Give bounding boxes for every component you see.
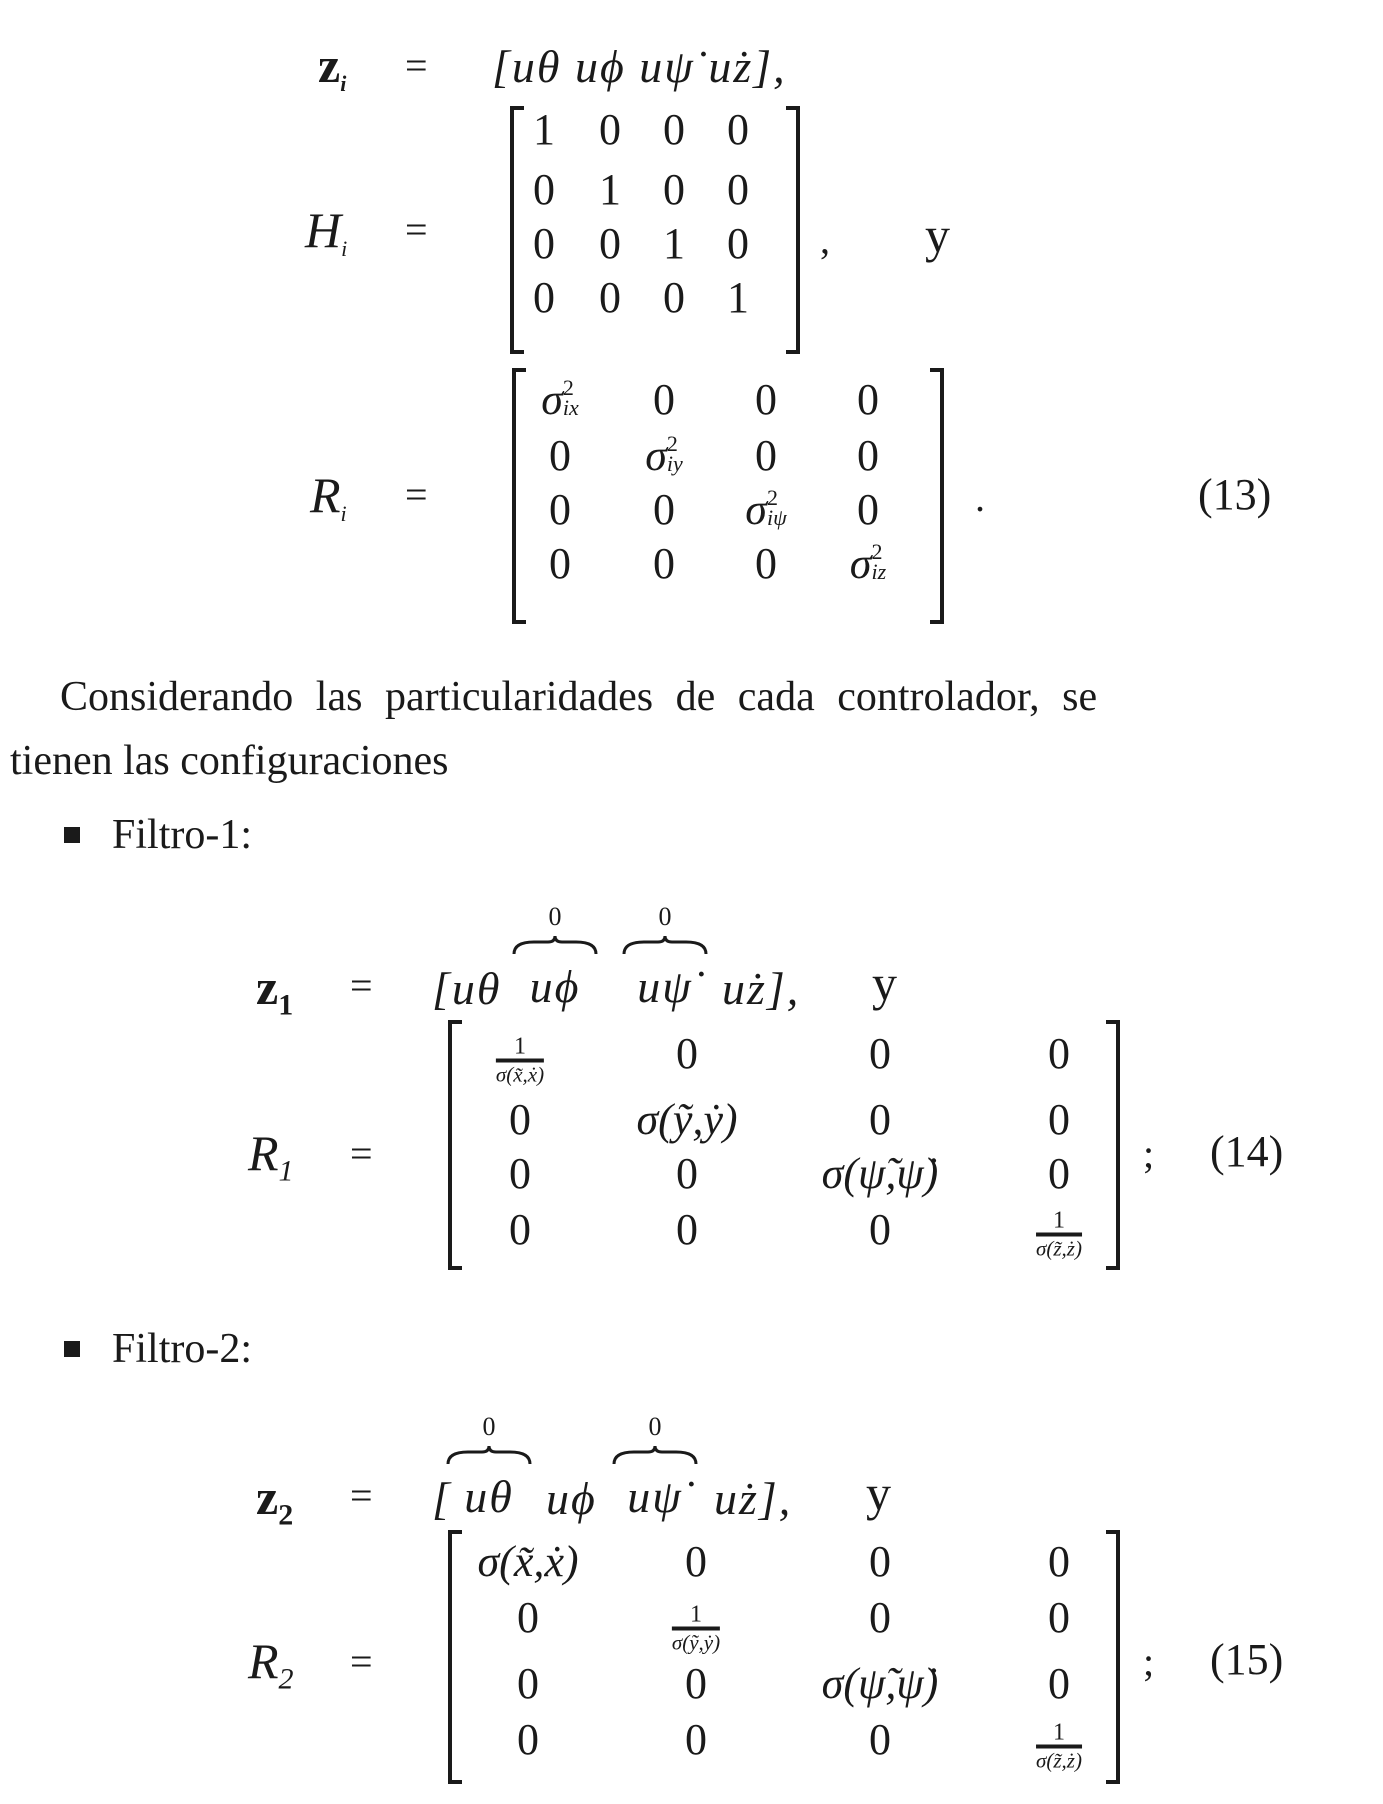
cell-r0c0: σ(x̃,ẋ) <box>477 1537 579 1586</box>
cell-r1c2: 0 <box>755 431 777 480</box>
cell-r3c3 <box>1036 1209 1082 1260</box>
denominator: σ(ỹ,ẏ) <box>671 1630 721 1655</box>
overbrace-a-icon <box>446 1444 532 1466</box>
numerator: 1 <box>496 1035 544 1063</box>
denominator: σ(x̃,ẋ) <box>495 1062 545 1087</box>
R-letter: R <box>248 1633 279 1689</box>
cell-r2c3: 0 <box>1048 1149 1070 1198</box>
paragraph-line-1: Considerando las particularidades de cada controlador, se <box>60 674 1098 720</box>
z-i-label <box>318 37 347 96</box>
numerator: 1 <box>1036 1721 1082 1749</box>
R-i-label <box>310 467 347 526</box>
z-1-open: [uθ <box>432 963 502 1014</box>
cell-r0c0: σ 2 ix <box>541 375 579 424</box>
z-letter: z <box>318 37 341 93</box>
cell-r3c1: 0 <box>599 273 621 322</box>
cell-r1c2: 0 <box>869 1095 891 1144</box>
cell-r1c3: 0 <box>857 431 879 480</box>
cell-r1c0: 0 <box>517 1593 539 1642</box>
cell-r2c3: 0 <box>727 219 749 268</box>
cell-r3c1: 0 <box>685 1715 707 1764</box>
equals-sign: = <box>350 1473 373 1518</box>
overbrace-a-term: uϕ <box>529 961 581 1012</box>
z-letter: z <box>256 959 279 1015</box>
equals-sign: = <box>405 472 428 517</box>
cell-r3c0: 0 <box>517 1715 539 1764</box>
z-1-close: uż], <box>722 963 801 1014</box>
filtro-1-label: Filtro-1: <box>112 812 253 858</box>
cell-r2c1: 0 <box>599 219 621 268</box>
cell-r3c2: 0 <box>869 1205 891 1254</box>
R-letter: R <box>248 1125 279 1181</box>
cell-r0c2: 0 <box>869 1537 891 1586</box>
connector-y: y <box>872 955 897 1011</box>
overbrace-b-icon <box>612 1444 698 1466</box>
cell-r0c0 <box>496 1035 544 1086</box>
H-subscript: i <box>341 235 348 261</box>
cell-r1c1: 1 <box>599 165 621 214</box>
cell-r1c3: 0 <box>1048 1095 1070 1144</box>
cell-r3c1: 0 <box>676 1205 698 1254</box>
cell-r2c1: 0 <box>676 1149 698 1198</box>
cell-r3c3 <box>1036 1721 1082 1772</box>
cell-r1c2: 0 <box>663 165 685 214</box>
R-letter: R <box>310 467 341 523</box>
denominator: σ(z̃,ż) <box>1036 1236 1082 1261</box>
cell-r1c0: 0 <box>509 1095 531 1144</box>
cell-r2c2: 1 <box>663 219 685 268</box>
cell-r1c1 <box>672 1603 720 1654</box>
equals-sign: = <box>350 1639 373 1684</box>
cell-r3c2: 0 <box>755 539 777 588</box>
equation-number-13: (13) <box>1198 470 1272 519</box>
cell-r2c2: σ(ψ̃,ψ̇) <box>821 1149 939 1198</box>
cell-r2c1: 0 <box>685 1659 707 1708</box>
cell-r0c1: 0 <box>685 1537 707 1586</box>
z-2-open: [ <box>432 1473 452 1524</box>
z-1-label <box>256 959 294 1022</box>
cell-r2c2: σ 2 iψ <box>745 485 787 534</box>
z-subscript: 2 <box>278 1498 294 1532</box>
cell-r2c0: 0 <box>549 485 571 534</box>
overbrace-a-icon <box>512 934 598 956</box>
cell-r2c3: 0 <box>857 485 879 534</box>
overbrace-b <box>612 1412 698 1523</box>
overbrace-a <box>446 1412 532 1523</box>
overbrace-b-value: 0 <box>658 902 672 931</box>
cell-r2c2: σ(ψ̃,ψ̇) <box>821 1659 939 1708</box>
cell-r0c3: 0 <box>1048 1537 1070 1586</box>
cell-r0c3: 0 <box>1048 1029 1070 1078</box>
cell-r2c0: 0 <box>533 219 555 268</box>
overbrace-b-term: uψ̇ <box>637 961 693 1012</box>
z-i-vector: [uθ uϕ uψ̇ uż], <box>492 41 787 92</box>
z-letter: z <box>256 1469 279 1525</box>
cell-r1c2: 0 <box>869 1593 891 1642</box>
overbrace-a-term: uθ <box>464 1471 514 1522</box>
equation-number-14: (14) <box>1210 1127 1284 1176</box>
cell-r1c1: σ(ỹ,ẏ) <box>636 1095 738 1144</box>
cell-r3c2: 0 <box>869 1715 891 1764</box>
filtro-2-label: Filtro-2: <box>112 1326 253 1372</box>
cell-r0c3: 0 <box>727 105 749 154</box>
cell-r1c1: σ 2 iy <box>645 431 683 480</box>
z-2-middle-term: uϕ <box>546 1473 597 1524</box>
denominator: σ(z̃,ż) <box>1036 1748 1082 1773</box>
overbrace-b <box>622 902 708 1013</box>
R-1-trailing-semicolon: ; <box>1143 1131 1155 1176</box>
R-2-label <box>248 1633 294 1696</box>
cell-r3c2: 0 <box>663 273 685 322</box>
bullet-square-icon <box>64 827 80 843</box>
cell-r3c1: 0 <box>653 539 675 588</box>
cell-r1c3: 0 <box>1048 1593 1070 1642</box>
equals-sign: = <box>405 207 428 252</box>
R-2-trailing-semicolon: ; <box>1143 1639 1155 1684</box>
R-subscript: i <box>340 500 347 526</box>
cell-r2c3: 0 <box>1048 1659 1070 1708</box>
z-subscript: i <box>340 70 347 96</box>
z-subscript: 1 <box>278 988 294 1022</box>
cell-r3c0: 0 <box>509 1205 531 1254</box>
overbrace-a-value: 0 <box>548 902 562 931</box>
equals-sign: = <box>350 963 373 1008</box>
R-subscript: 1 <box>278 1154 294 1188</box>
numerator: 1 <box>1036 1209 1082 1237</box>
overbrace-a <box>512 902 598 1013</box>
cell-r1c3: 0 <box>727 165 749 214</box>
overbrace-b-term: uψ̇ <box>627 1471 683 1522</box>
R-trailing-period: . <box>975 475 985 520</box>
connector-y: y <box>866 1465 891 1521</box>
equals-sign: = <box>405 43 428 88</box>
cell-r3c0: 0 <box>549 539 571 588</box>
equals-sign: = <box>350 1131 373 1176</box>
R-2-matrix <box>448 1534 1120 1780</box>
cell-r1c0: 0 <box>533 165 555 214</box>
cell-r3c3: σ 2 iz <box>849 539 887 588</box>
overbrace-b-value: 0 <box>648 1412 662 1441</box>
H-letter: H <box>305 202 342 258</box>
cell-r0c3: 0 <box>857 375 879 424</box>
R-matrix <box>512 372 944 620</box>
cell-r1c0: 0 <box>549 431 571 480</box>
H-matrix <box>510 105 800 350</box>
z-2-close: uż], <box>714 1473 793 1524</box>
cell-r0c1: 0 <box>653 375 675 424</box>
overbrace-b-icon <box>622 934 708 956</box>
equation-number-15: (15) <box>1210 1635 1284 1684</box>
cell-r0c2: 0 <box>755 375 777 424</box>
z-2-label <box>256 1469 294 1532</box>
bullet-square-icon <box>64 1341 80 1357</box>
R-1-label <box>248 1125 294 1188</box>
cell-r0c1: 0 <box>676 1029 698 1078</box>
overbrace-a-value: 0 <box>482 1412 496 1441</box>
R-1-matrix <box>448 1024 1120 1266</box>
cell-r2c0: 0 <box>517 1659 539 1708</box>
cell-r3c0: 0 <box>533 273 555 322</box>
paragraph-line-2: tienen las configuraciones <box>10 738 449 784</box>
cell-r0c2: 0 <box>663 105 685 154</box>
cell-r0c0: 1 <box>533 105 555 154</box>
R-subscript: 2 <box>278 1662 294 1696</box>
numerator: 1 <box>672 1603 720 1631</box>
cell-r0c1: 0 <box>599 105 621 154</box>
cell-r3c3: 1 <box>727 273 749 322</box>
cell-r0c2: 0 <box>869 1029 891 1078</box>
connector-y: y <box>925 207 950 263</box>
cell-r2c1: 0 <box>653 485 675 534</box>
H-i-label <box>305 202 348 261</box>
H-trailing-comma: , <box>820 217 830 262</box>
cell-r2c0: 0 <box>509 1149 531 1198</box>
